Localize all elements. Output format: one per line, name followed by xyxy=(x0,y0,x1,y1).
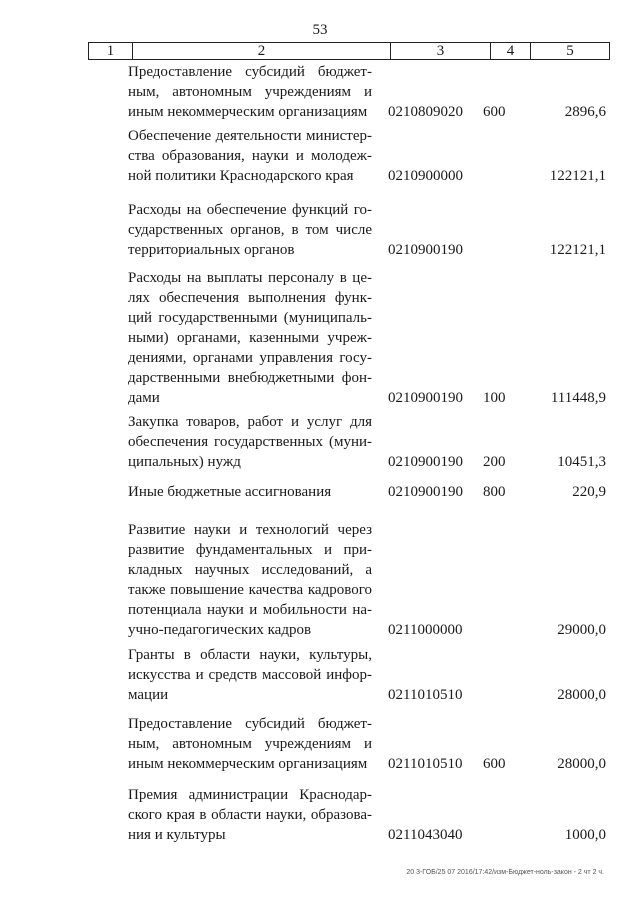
table-row xyxy=(0,645,640,705)
table-header xyxy=(88,42,610,60)
row-name-line: Закупка товаров, работ и услуг для xyxy=(128,414,372,430)
row-sum: 10451,3 xyxy=(557,454,606,470)
table-row xyxy=(0,785,640,845)
row-name-line: мации xyxy=(128,687,169,703)
table-row xyxy=(0,268,640,408)
header-col-5: 5 xyxy=(531,43,610,60)
row-name-line: также повышение качества кадрового xyxy=(128,582,372,598)
row-code: 0210900190 xyxy=(388,390,463,406)
row-name-line: лях обеспечения выполнения функ- xyxy=(128,290,372,306)
row-name-line: иным некоммерческим организациям xyxy=(128,104,368,120)
row-name-line: кладных научных исследований, а xyxy=(128,562,372,578)
row-name-line: ципальных) нужд xyxy=(128,454,241,470)
row-sum: 2896,6 xyxy=(564,104,606,120)
row-name xyxy=(128,126,372,186)
row-sum: 122121,1 xyxy=(549,242,606,258)
row-kind: 200 xyxy=(483,454,506,470)
row-name-line: дарственными внебюджетными фон- xyxy=(128,370,372,386)
row-name xyxy=(128,785,372,845)
row-name-line: Премия администрации Краснодар- xyxy=(128,787,372,803)
table-row xyxy=(0,200,640,260)
row-sum: 111448,9 xyxy=(550,390,606,406)
table-row xyxy=(0,126,640,186)
row-name-line: Развитие науки и технологий через xyxy=(128,522,372,538)
table-row xyxy=(0,62,640,122)
row-code: 0211000000 xyxy=(388,622,463,638)
row-name-line: Иные бюджетные ассигнования xyxy=(128,484,332,500)
row-name-line: ства образования, науки и молодеж- xyxy=(128,148,372,164)
row-name-line: развитие фундаментальных и при- xyxy=(128,542,372,558)
row-name xyxy=(128,200,372,260)
row-name xyxy=(128,412,372,472)
row-name-line: дами xyxy=(128,390,160,406)
row-name xyxy=(128,268,372,408)
row-name-line: Предоставление субсидий бюджет- xyxy=(128,716,372,732)
row-name-line: ным, автономным учреждениям и xyxy=(128,736,372,752)
header-col-3: 3 xyxy=(391,43,491,60)
row-kind: 100 xyxy=(483,390,506,406)
row-sum: 28000,0 xyxy=(557,756,606,772)
row-name-line: потенциала науки и мобильности на- xyxy=(128,602,372,618)
row-code: 0211010510 xyxy=(388,756,463,772)
row-name-line: сударственных органов, в том числе xyxy=(128,222,372,238)
row-name xyxy=(128,62,372,122)
row-name-line: дениями, органами управления госу- xyxy=(128,350,372,366)
row-name xyxy=(128,482,372,502)
row-sum: 220,9 xyxy=(572,484,606,500)
row-sum: 1000,0 xyxy=(564,827,606,843)
table-row xyxy=(0,714,640,774)
header-col-4: 4 xyxy=(491,43,531,60)
row-name-line: ций государственными (муниципаль- xyxy=(128,310,372,326)
row-sum: 29000,0 xyxy=(557,622,606,638)
row-name xyxy=(128,520,372,640)
row-kind: 800 xyxy=(483,484,506,500)
row-code: 0211010510 xyxy=(388,687,463,703)
row-name-line: обеспечения государственных (муни- xyxy=(128,434,372,450)
row-name-line: Обеспечение деятельности министер- xyxy=(128,128,372,144)
table-row xyxy=(0,412,640,472)
row-name xyxy=(128,714,372,774)
row-name-line: Предоставление субсидий бюджет- xyxy=(128,64,372,80)
row-name-line: Гранты в области науки, культуры, xyxy=(128,647,372,663)
row-name-line: ния и культуры xyxy=(128,827,226,843)
row-kind: 600 xyxy=(483,104,506,120)
row-code: 0210809020 xyxy=(388,104,463,120)
header-col-2: 2 xyxy=(133,43,391,60)
row-kind: 600 xyxy=(483,756,506,772)
row-sum: 122121,1 xyxy=(549,168,606,184)
row-name-line: Расходы на обеспечение функций го- xyxy=(128,202,372,218)
footer-stamp: 20 3-ГОБ/25 07 2016/17:42/изм-Бюджет-ноль-закон - 2 чт 2 ч. xyxy=(406,869,604,876)
row-name-line: ными) органами, казенными учреж- xyxy=(128,330,372,346)
header-col-1: 1 xyxy=(89,43,133,60)
row-code: 0210900190 xyxy=(388,242,463,258)
row-name-line: ным, автономным учреждениям и xyxy=(128,84,372,100)
row-code: 0210900190 xyxy=(388,454,463,470)
row-name xyxy=(128,645,372,705)
row-name-line: искусства и средств массовой инфор- xyxy=(128,667,372,683)
row-sum: 28000,0 xyxy=(557,687,606,703)
row-name-line: ной политики Краснодарского края xyxy=(128,168,354,184)
row-name-line: территориальных органов xyxy=(128,242,295,258)
row-code: 0210900000 xyxy=(388,168,463,184)
row-name-line: Расходы на выплаты персоналу в це- xyxy=(128,270,372,286)
page-number: 53 xyxy=(312,22,328,38)
table-row xyxy=(0,482,640,502)
table-row xyxy=(0,520,640,640)
row-name-line: ского края в области науки, образова- xyxy=(128,807,372,823)
row-code: 0210900190 xyxy=(388,484,463,500)
row-code: 0211043040 xyxy=(388,827,463,843)
row-name-line: иным некоммерческим организациям xyxy=(128,756,368,772)
row-name-line: учно-педагогических кадров xyxy=(128,622,312,638)
